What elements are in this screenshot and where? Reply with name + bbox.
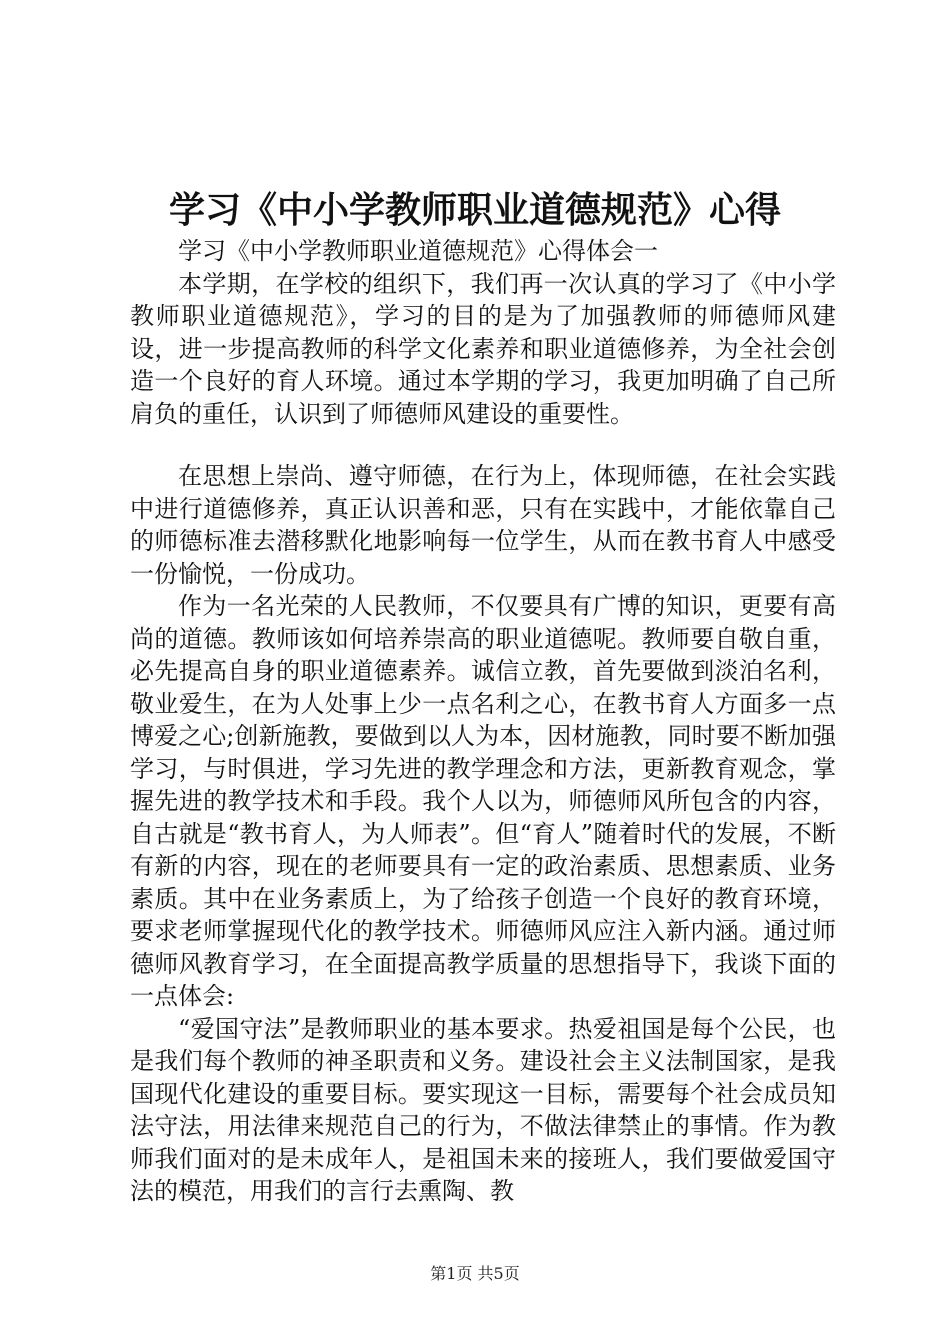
- page-number: 第1页 共5页: [430, 1264, 520, 1283]
- document-body: [130, 235, 836, 1208]
- paragraph-teacher-ethics: 作为一名光荣的人民教师，不仅要具有广博的知识，更要有高尚的道德。教师该如何培养崇高的职业道德呢。教师要自敬自重，必先提高自身的职业道德素养。诚信立教，首先要做到淡泊名利，敬业爱生，在为人处事上少一点名利之心，在教书育人方面多一点博爱之心;创新施教，要做到以人为本，因材施教，同时要不断加强学习，与时俱进，学习先进的教学理念和方法，更新教育观念，掌握先进的教学技术和手段。我个人以为，师德师风所包含的内容，自古就是“教书育人，为人师表”。但“育人”随着时代的发展，不断有新的内容，现在的老师要具有一定的政治素质、思想素质、业务素质。其中在业务素质上，为了给孩子创造一个良好的教育环境，要求老师掌握现代化的教学技术。师德师风应注入新内涵。通过师德师风教育学习，在全面提高教学质量的思想指导下，我谈下面的一点体会:: [130, 592, 836, 1010]
- paragraph-practice: 在思想上崇尚、遵守师德，在行为上，体现师德，在社会实践中进行道德修养，真正认识善和恶，只有在实践中，才能依靠自己的师德标准去潜移默化地影响每一位学生，从而在教书育人中感受一份愉悦，一份成功。: [130, 462, 836, 588]
- paragraph-subtitle: 学习《中小学教师职业道德规范》心得体会一: [178, 237, 658, 265]
- paragraph-patriotism: “爱国守法”是教师职业的基本要求。热爱祖国是每个公民，也是我们每个教师的神圣职责和义务。建设社会主义法制国家，是我国现代化建设的重要目标。要实现这一目标，需要每个社会成员知法守法，用法律来规范自己的行为，不做法律禁止的事情。作为教师我们面对的是未成年人，是祖国未来的接班人，我们要做爱国守法的模范，用我们的言行去熏陶、教: [130, 1014, 836, 1205]
- document-title: 学习《中小学教师职业道德规范》心得: [168, 189, 781, 231]
- paragraph-intro: 本学期，在学校的组织下，我们再一次认真的学习了《中小学教师职业道德规范》，学习的目的是为了加强教师的师德师风建设，进一步提高教师的科学文化素养和职业道德修养，为全社会创造一个良好的育人环境。通过本学期的学习，我更加明确了自己所肩负的重任，认识到了师德师风建设的重要性。: [130, 269, 836, 428]
